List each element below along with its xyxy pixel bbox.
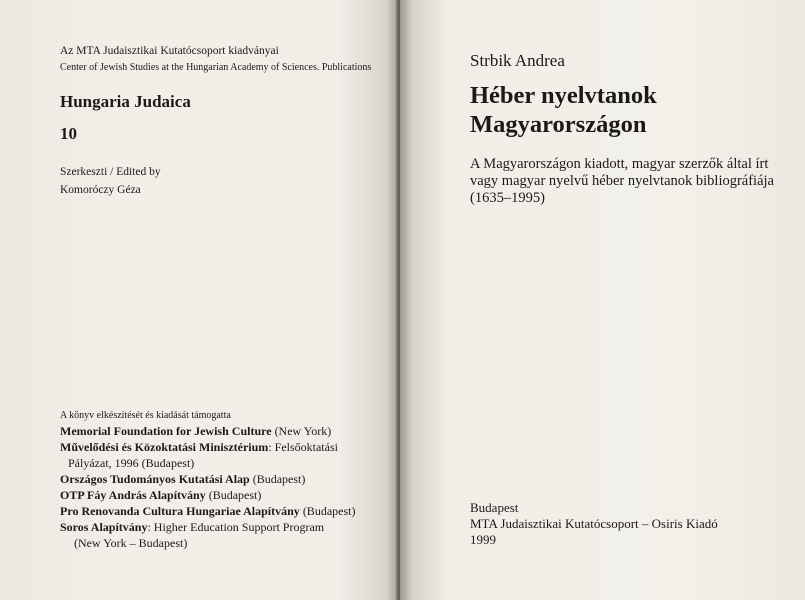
sponsor-line bbox=[60, 440, 338, 456]
sponsor-note: (New York – Budapest) bbox=[74, 536, 188, 550]
sponsor-name: Országos Tudományos Kutatási Alap bbox=[60, 472, 250, 486]
sponsor-line bbox=[68, 456, 194, 472]
publisher-line-en: Center of Jewish Studies at the Hungarian Academy of Sciences. Publications bbox=[60, 62, 372, 73]
editor-name: Komoróczy Géza bbox=[60, 184, 141, 196]
imprint-year: 1999 bbox=[470, 532, 496, 547]
imprint-publisher: MTA Judaisztikai Kutatócsoport – Osiris Kiadó bbox=[470, 516, 718, 531]
sponsor-line bbox=[60, 488, 261, 504]
editor-label: Szerkeszti / Edited by bbox=[60, 166, 161, 178]
sponsor-name: Memorial Foundation for Jewish Culture bbox=[60, 424, 272, 438]
sponsor-name: Soros Alapítvány bbox=[60, 520, 148, 534]
sponsor-line bbox=[60, 424, 331, 440]
sponsor-note: Pályázat, 1996 (Budapest) bbox=[68, 456, 195, 470]
sponsor-note: : Felsőoktatási bbox=[268, 440, 338, 454]
book-title-line2: Magyarországon bbox=[470, 111, 647, 138]
author-name: Strbik Andrea bbox=[470, 51, 565, 70]
sponsor-note: (Budapest) bbox=[299, 504, 356, 518]
sponsor-note: (Budapest) bbox=[205, 488, 262, 502]
right-page bbox=[400, 0, 805, 600]
publisher-line: Az MTA Judaisztikai Kutatócsoport kiadványai bbox=[60, 45, 279, 57]
sponsor-line bbox=[74, 536, 187, 552]
series-number: 10 bbox=[60, 124, 77, 143]
sponsor-line bbox=[60, 504, 355, 520]
sponsor-name: Művelődési és Közoktatási Minisztérium bbox=[60, 440, 269, 454]
series-title: Hungaria Judaica bbox=[60, 92, 191, 111]
sponsor-line bbox=[60, 472, 305, 488]
imprint-city: Budapest bbox=[470, 500, 519, 515]
support-intro: A könyv elkészítését és kiadását támogatta bbox=[60, 410, 231, 421]
sponsor-note: (New York) bbox=[271, 424, 332, 438]
book-subtitle: A Magyarországon kiadott, magyar szerzők által írt vagy magyar nyelvű héber nyelvtanok bibliográfiája (1635–1995) bbox=[470, 156, 774, 206]
left-page bbox=[0, 0, 398, 600]
sponsor-name: OTP Fáy András Alapítvány bbox=[60, 488, 206, 502]
sponsor-note: : Higher Education Support Program bbox=[147, 520, 325, 534]
book-title-line1: Héber nyelvtanok bbox=[470, 82, 657, 109]
sponsor-note: (Budapest) bbox=[249, 472, 306, 486]
sponsor-name: Pro Renovanda Cultura Hungariae Alapítvány bbox=[60, 504, 300, 518]
sponsor-line bbox=[60, 520, 324, 536]
